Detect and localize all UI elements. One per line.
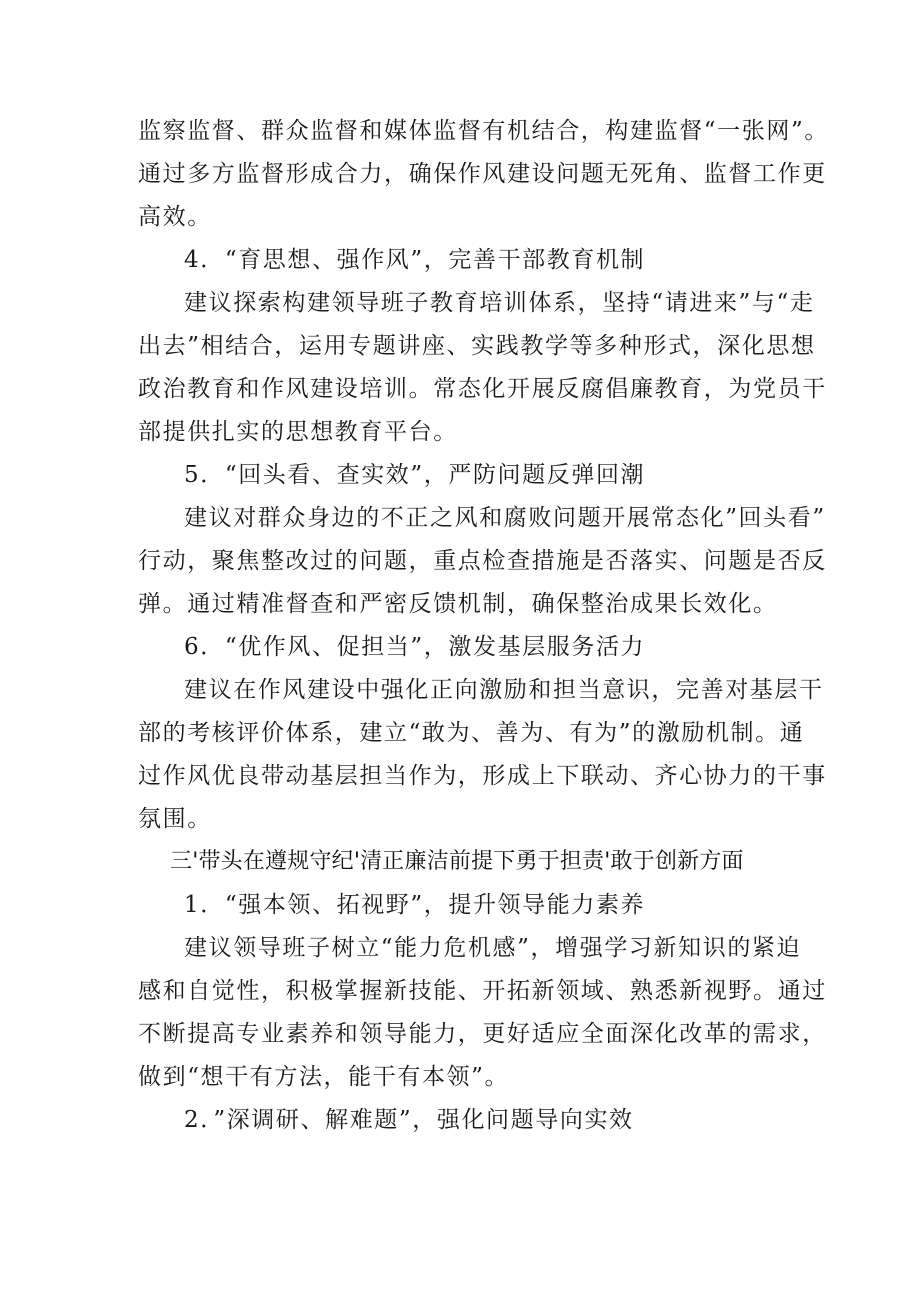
paragraph-line: 行动，聚焦整改过的问题，重点检查措施是否落实、问题是否反 <box>138 548 827 574</box>
item-heading-s3-2: 2．”深调研、解难题”，强化问题导向实效 <box>184 1107 634 1133</box>
item-heading-5: 5．“回头看、查实效”，严防问题反弹回潮 <box>184 462 646 488</box>
section-title-3: 三'带头在遵规守纪'清正廉洁前提下勇于担责'敢于创新方面 <box>170 849 744 874</box>
paragraph-line: 通过多方监督形成合力，确保作风建设问题无死角、监督工作更 <box>138 161 827 187</box>
paragraph-line: 建议对群众身边的不正之风和腐败问题开展常态化”回头看” <box>184 505 826 531</box>
paragraph-line: 高效。 <box>138 204 212 230</box>
paragraph-line: 不断提高专业素养和领导能力，更好适应全面深化改革的需求， <box>138 1021 827 1047</box>
paragraph-line: 建议在作风建设中强化正向激励和担当意识，完善对基层干 <box>184 677 824 703</box>
paragraph-line: 监察监督、群众监督和媒体监督有机结合，构建监督“一张网”。 <box>138 118 829 144</box>
paragraph-line: 氛围。 <box>138 806 212 832</box>
paragraph-line: 部的考核评价体系，建立“敢为、善为、有为”的激励机制。通 <box>138 720 805 746</box>
paragraph-line: 政治教育和作风建设培训。常态化开展反腐倡廉教育，为党员干 <box>138 376 827 402</box>
paragraph-line: 过作风优良带动基层担当作为，形成上下联动、齐心协力的干事 <box>138 763 827 789</box>
paragraph-line: 做到“想干有方法，能干有本领”。 <box>138 1064 510 1090</box>
paragraph-line: 弹。通过精准督查和严密反馈机制，确保整治成果长效化。 <box>138 591 778 617</box>
paragraph-line: 建议探索构建领导班子教育培训体系，坚持“请进来”与“走 <box>184 290 815 316</box>
paragraph-line: 感和自觉性，积极掌握新技能、开拓新领域、熟悉新视野。通过 <box>138 978 827 1004</box>
item-heading-6: 6．“优作风、促担当”，激发基层服务活力 <box>184 634 646 660</box>
paragraph-line: 部提供扎实的思想教育平台。 <box>138 419 458 445</box>
item-heading-s3-1: 1．“强本领、拓视野”，提升领导能力素养 <box>184 892 646 918</box>
paragraph-line: 建议领导班子树立“能力危机感”，增强学习新知识的紧迫 <box>184 935 802 961</box>
paragraph-line: 出去”相结合，运用专题讲座、实践教学等多种形式，深化思想 <box>138 333 816 359</box>
item-heading-4: 4．“育思想、强作风”，完善干部教育机制 <box>184 247 646 273</box>
